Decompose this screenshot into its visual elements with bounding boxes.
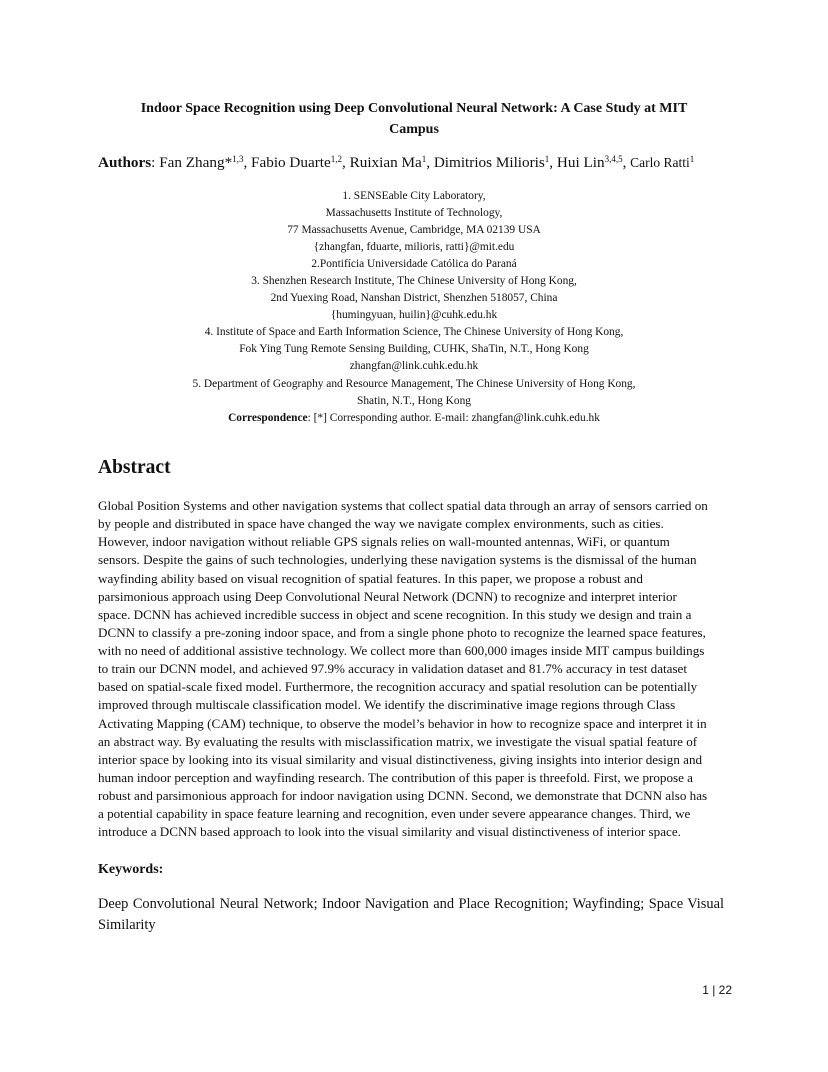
abstract-line: robust and parsimonious approach for indoor navigation using DCNN. Second, we demonstrate that DCNN also has [98, 788, 708, 803]
affiliation-line: 4. Institute of Space and Earth Information Science, The Chinese University of Hong Kong, [204, 326, 624, 339]
author-name: Ruixian Ma [349, 154, 422, 171]
abstract-line: sensors. Despite the gains of such technologies, underlying these navigation systems is the dismissal of the human [98, 552, 697, 568]
paper-title-line: Campus [389, 122, 439, 137]
paper-title-line: Indoor Space Recognition using Deep Convolutional Neural Network: A Case Study at MIT [140, 101, 688, 116]
author-affiliation-marker: 3,4,5 [604, 154, 623, 164]
affiliation-line: 77 Massachusetts Avenue, Cambridge, MA 02139 USA [287, 224, 541, 237]
keywords-heading: Keywords: [98, 862, 164, 877]
abstract-line: wayfinding ability based on visual recognition of spatial features. In this paper, we propose a robust and [98, 570, 643, 586]
abstract-line: to train our DCNN model, and achieved 97.9% accuracy in validation dataset and 81.7% accuracy in test dataset [98, 661, 688, 677]
author-name: Hui Lin [556, 154, 605, 171]
affiliation-line: {zhangfan, fduarte, milioris, ratti}@mit.edu [313, 241, 515, 254]
abstract-heading: Abstract [98, 457, 171, 478]
correspondence-line [98, 410, 730, 427]
author-name: Carlo Ratti [630, 155, 690, 170]
affiliation-line: 5. Department of Geography and Resource Management, The Chinese University of Hong Kong, [192, 377, 636, 390]
affiliation-line: 2nd Yuexing Road, Nanshan District, Shenzhen 518057, China [270, 292, 558, 305]
abstract-line: Global Position Systems and other navigation systems that collect spatial data through an array of sensors carried on [98, 498, 708, 513]
author-affiliation-marker: 1 [544, 154, 550, 164]
abstract-line: Activating Mapping (CAM) technique, to observe the model’s behavior in how to recognize space and interpret it in [98, 715, 707, 731]
affiliation-line: 1. SENSEable City Laboratory, [342, 190, 486, 202]
abstract-line: based on spatial-scale fixed model. Furthermore, the recognition accuracy and spatial resolution can be potentially [98, 679, 698, 695]
page-number: 1 | 22 [702, 983, 732, 997]
abstract-line: an abstract way. By evaluating the results with misclassification matrix, we investigate the visual spatial feature of [98, 733, 698, 749]
abstract-line: introduce a DCNN based approach to look into the visual similarity and visual distinctiveness of interior space. [98, 824, 681, 840]
authors-label: Authors [98, 154, 152, 171]
authors-colon: : [151, 154, 156, 171]
abstract-line: space. DCNN has achieved incredible success in object and scene recognition. In this study we design and train a [98, 606, 692, 622]
author-name: Fan Zhang* [159, 154, 233, 171]
affiliations-block [98, 188, 730, 427]
correspondence-label: Correspondence [228, 411, 308, 424]
abstract-line: interior space by looking into its visual similarity and visual distinctiveness, giving insights into interior design and [98, 751, 703, 767]
abstract-line: human indoor perception and wayfinding research. The contribution of this paper is threefold. First, we propose a [98, 769, 693, 785]
author-name: Fabio Duarte [251, 154, 331, 171]
affiliation-line: Massachusetts Institute of Technology, [325, 207, 503, 220]
author-affiliation-marker: 1,3 [232, 154, 244, 164]
affiliation-line: Shatin, N.T., Hong Kong [356, 394, 471, 407]
author-affiliation-marker: 1,2 [330, 154, 342, 164]
abstract-body [98, 497, 730, 841]
keywords-text: Deep Convolutional Neural Network; Indoor Navigation and Place Recognition; Wayfinding; Space Visual Similarity [98, 896, 724, 933]
affiliation-line: 3. Shenzhen Research Institute, The Chinese University of Hong Kong, [251, 275, 577, 288]
abstract-line: with no need of additional assistive technology. We collect more than 600,000 images inside MIT campus buildings [98, 643, 705, 658]
affiliation-line: 2.Pontifícia Universidade Católica do Paraná [311, 258, 517, 271]
affiliation-line: {humingyuan, huilin}@cuhk.edu.hk [330, 309, 498, 322]
affiliation-line: Fok Ying Tung Remote Sensing Building, CUHK, ShaTin, N.T., Hong Kong [239, 343, 589, 356]
author-list: Authors: Fan Zhang*$^{1,3}$, Fabio Duarte$^{1,2}$, Ruixian Ma$^1$, Dimitrios Milioris$^1$, Hui Lin$^{3,4,5}$, Carlo Ratti$^1$ [98, 154, 695, 171]
abstract-line: However, indoor navigation without reliable GPS signals relies on wall-mounted antennas, WiFi, or quantum [98, 534, 670, 550]
abstract-line: DCNN to classify a pre-zoning indoor space, and from a single phone photo to recognize the learned space features, [98, 624, 706, 640]
correspondence-text: : [*] Corresponding author. E-mail: zhangfan@link.cuhk.edu.hk [307, 411, 600, 424]
abstract-line: by people and distributed in space have changed the way we navigate complex environments, such as cities. [98, 516, 664, 532]
paper-title [98, 98, 730, 140]
abstract-line: improved through multiscale classification model. We identify the discriminative image regions through Class [98, 697, 676, 713]
abstract-line: parsimonious approach using Deep Convolutional Neural Network (DCNN) to recognize and interpret interior [98, 588, 677, 604]
abstract-line: a potential capability in space feature learning and recognition, even under severe appearance changes. Third, we [98, 806, 691, 822]
author-name: Dimitrios Milioris [433, 154, 545, 171]
affiliation-line: zhangfan@link.cuhk.edu.hk [349, 360, 479, 373]
author-affiliation-marker: 1 [421, 154, 427, 164]
author-affiliation-marker: 1 [689, 154, 695, 164]
